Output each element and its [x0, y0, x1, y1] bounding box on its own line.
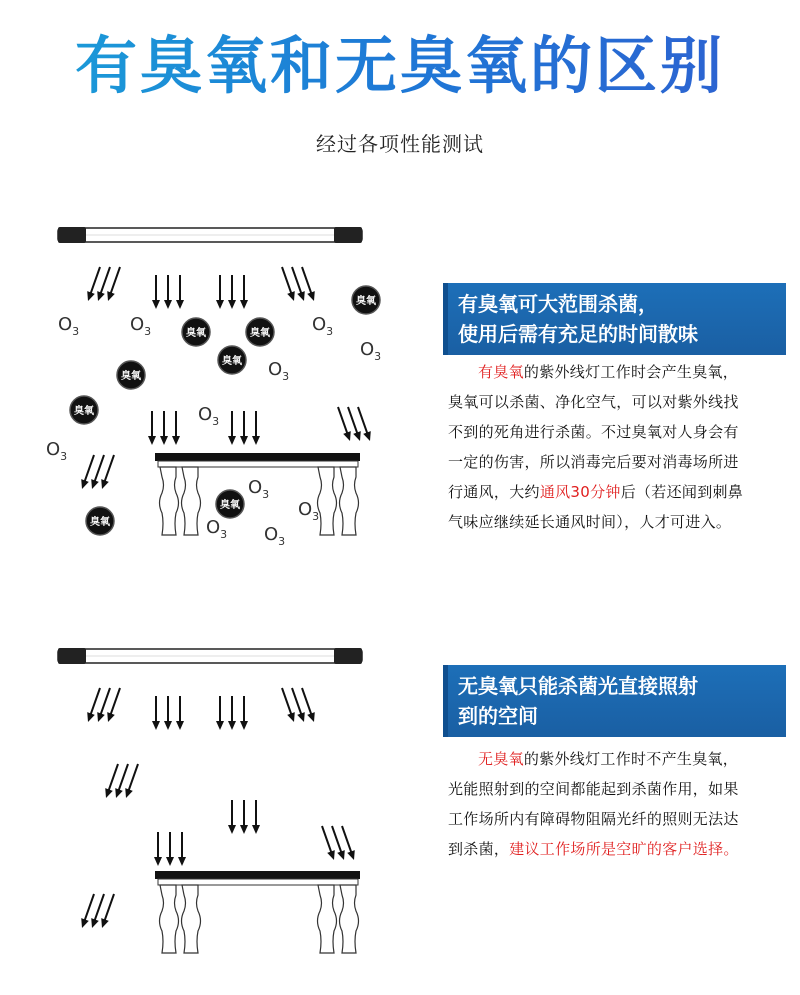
subtitle: 经过各项性能测试 — [316, 132, 484, 156]
svg-text:臭氧: 臭氧 — [121, 371, 141, 382]
ozone-symbol: $O_3$ — [198, 404, 220, 428]
ozone-molecule-icon — [246, 318, 274, 346]
section2-heading-line2: 到的空间 — [458, 704, 538, 728]
uv-ray-arrow-icon — [216, 275, 224, 309]
main-title: 有臭氧和无臭氧的区别 — [0, 26, 800, 106]
ozone-symbol: $O_3$ — [46, 439, 68, 463]
uv-ray-arrow-icon — [148, 411, 156, 445]
uv-ray-arrow-icon — [152, 275, 160, 309]
uv-ray-arrow-icon — [154, 832, 162, 866]
section1-heading-line1: 有臭氧可大范围杀菌， — [458, 292, 658, 316]
section1-heading-banner — [443, 283, 786, 355]
section2-highlight-recommendation: 建议工作场所是空旷的客户选择。 — [509, 840, 739, 858]
uv-ray-arrow-icon — [178, 832, 186, 866]
scene-without-ozone-illustration — [0, 636, 440, 991]
svg-text:臭氧: 臭氧 — [186, 328, 206, 339]
uv-ray-arrow-icon — [160, 411, 168, 445]
section2-body-text — [448, 744, 748, 864]
uv-ray-arrow-icon — [252, 411, 260, 445]
section1-highlight-ozone: 有臭氧 — [478, 363, 524, 381]
ozone-symbol: $O_3$ — [206, 517, 228, 541]
section1-text-part1: 的紫外线灯工作时会产生臭氧，臭氧可以杀菌、净化空气，可以对紫外线找不到的死角进行杀菌。不过臭氧对人身会有一定的伤害，所以消毒完后要对消毒场所进行通风，大约 — [448, 363, 739, 501]
section2-heading-line1: 无臭氧只能杀菌光直接照射 — [458, 674, 698, 698]
uv-ray-arrow-icon — [240, 800, 248, 834]
section1-body-text — [448, 357, 748, 537]
uv-lamp-tube-icon — [58, 648, 362, 664]
svg-text:臭氧: 臭氧 — [250, 328, 270, 339]
ozone-molecule-icon — [86, 507, 114, 535]
ozone-molecule-icon — [216, 490, 244, 518]
scene-with-ozone-illustration — [0, 215, 440, 555]
svg-text:臭氧: 臭氧 — [222, 356, 242, 367]
uv-lamp-tube-icon — [58, 227, 362, 243]
uv-ray-arrow-icon — [240, 275, 248, 309]
uv-ray-arrow-icon — [228, 275, 236, 309]
svg-text:臭氧: 臭氧 — [74, 406, 94, 417]
uv-ray-arrow-icon — [164, 275, 172, 309]
section1-highlight-ventilation: 通风30分钟 — [539, 483, 621, 501]
uv-ray-arrow-icon — [252, 800, 260, 834]
section2-highlight-no-ozone: 无臭氧 — [478, 750, 524, 768]
uv-ray-arrow-icon — [216, 696, 224, 730]
section1-text-part2: 后（若还闻到刺鼻气味应继续延长通风时间），人才可进入。 — [448, 483, 744, 531]
table-illustration-icon — [155, 871, 360, 953]
uv-ray-arrow-icon — [152, 696, 160, 730]
uv-ray-arrow-icon — [240, 411, 248, 445]
uv-ray-arrow-icon — [228, 696, 236, 730]
uv-ray-arrow-icon — [176, 696, 184, 730]
ozone-symbol: $O_3$ — [312, 314, 334, 338]
uv-ray-arrow-icon — [176, 275, 184, 309]
uv-ray-arrow-icon — [172, 411, 180, 445]
uv-ray-arrow-icon — [164, 696, 172, 730]
ozone-symbol: $O_3$ — [298, 499, 320, 523]
ozone-molecule-icon — [70, 396, 98, 424]
ozone-symbol: $O_3$ — [248, 477, 270, 501]
uv-ray-arrow-icon — [166, 832, 174, 866]
ozone-molecule-icon — [182, 318, 210, 346]
ozone-symbol: $O_3$ — [360, 339, 382, 363]
ozone-symbol: $O_3$ — [58, 314, 80, 338]
ozone-symbol: $O_3$ — [264, 524, 286, 548]
uv-ray-arrow-icon — [228, 800, 236, 834]
svg-text:臭氧: 臭氧 — [220, 500, 240, 511]
ozone-molecule-icon — [218, 346, 246, 374]
svg-text:臭氧: 臭氧 — [90, 517, 110, 528]
section1-heading-line2: 使用后需有充足的时间散味 — [458, 322, 698, 346]
svg-text:臭氧: 臭氧 — [356, 296, 376, 307]
ozone-symbol: $O_3$ — [130, 314, 152, 338]
uv-ray-arrow-icon — [240, 696, 248, 730]
ozone-symbol: $O_3$ — [268, 359, 290, 383]
uv-ray-arrow-icon — [228, 411, 236, 445]
section2-text-part1: 的紫外线灯工作时不产生臭氧，光能照射到的空间都能起到杀菌作用，如果工作场所内有障碍物阻隔光纤的照则无法达到杀菌， — [448, 750, 739, 858]
ozone-molecule-icon — [352, 286, 380, 314]
section2-heading-banner — [443, 665, 786, 737]
ozone-molecule-icon — [117, 361, 145, 389]
